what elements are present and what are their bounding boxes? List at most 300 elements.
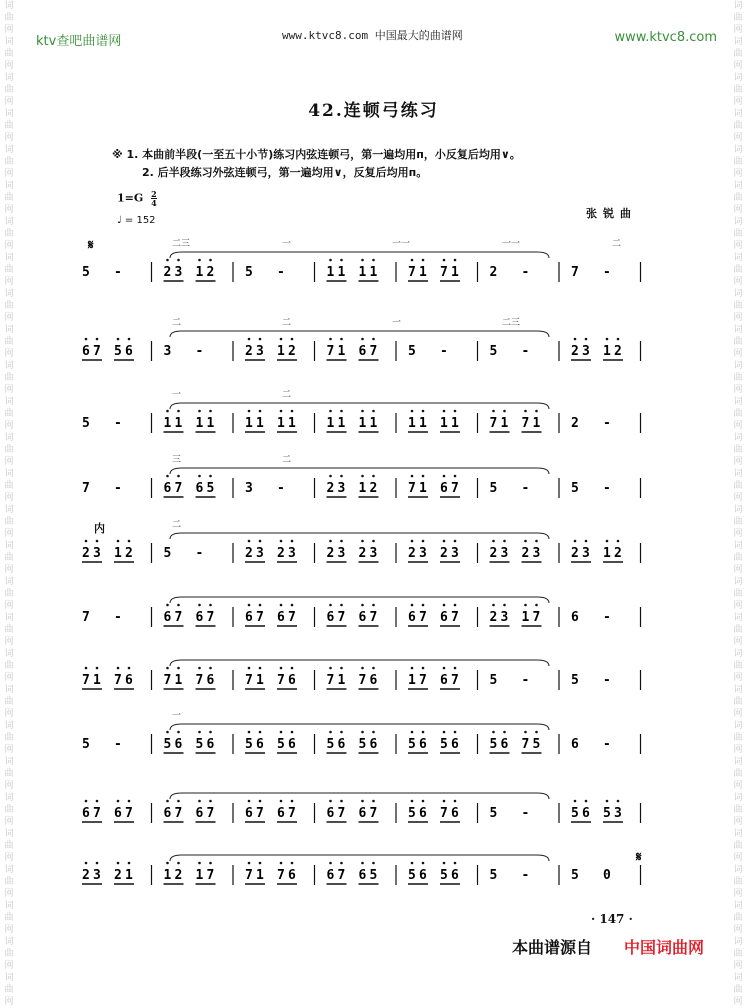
staccato-dot xyxy=(411,800,414,803)
jianpu-note: 2 xyxy=(571,344,579,359)
staccato-dot xyxy=(443,410,446,413)
dash-note: - xyxy=(195,546,204,561)
time-numerator: 2 xyxy=(151,189,157,199)
jianpu-note: 2 xyxy=(82,546,90,561)
dash-note: - xyxy=(277,481,285,496)
staccato-dot xyxy=(248,338,251,341)
jianpu-note: 1 xyxy=(451,416,459,431)
jianpu-note: 3 xyxy=(174,265,183,280)
jianpu-note: 5 xyxy=(408,737,416,752)
staccato-dot xyxy=(96,338,99,341)
staccato-dot xyxy=(411,667,414,670)
staccato-dot xyxy=(248,410,251,413)
staccato-dot xyxy=(248,604,251,607)
jianpu-note: 2 xyxy=(369,481,378,496)
staccato-dot xyxy=(198,475,201,478)
jianpu-note: 2 xyxy=(614,546,622,561)
jianpu-note: 1 xyxy=(451,265,459,280)
jianpu-note: 1 xyxy=(440,416,448,431)
bowing-slur xyxy=(170,252,549,258)
dash-note: - xyxy=(114,610,122,625)
staccato-dot xyxy=(503,410,506,413)
staccato-dot xyxy=(259,604,262,607)
staccato-dot xyxy=(361,338,364,341)
staccato-dot xyxy=(524,604,527,607)
jianpu-note: 7 xyxy=(256,806,264,821)
staccato-dot xyxy=(503,604,506,607)
fingering-mark: 一 xyxy=(392,318,402,328)
staccato-dot xyxy=(166,862,169,865)
bowing-slur xyxy=(170,855,549,861)
jianpu-note: 6 xyxy=(163,610,172,625)
staccato-dot xyxy=(535,604,538,607)
jianpu-note: 7 xyxy=(408,481,416,496)
staccato-dot xyxy=(411,604,414,607)
jianpu-note: 5 xyxy=(571,481,579,496)
jianpu-note: 6 xyxy=(440,481,448,496)
jianpu-note: 3 xyxy=(256,344,264,359)
jianpu-note: 6 xyxy=(326,610,335,625)
staccato-dot xyxy=(329,475,332,478)
jianpu-note: 6 xyxy=(440,673,448,688)
jianpu-note: 1 xyxy=(206,416,215,431)
jianpu-note: 6 xyxy=(206,737,215,752)
jianpu-note: 1 xyxy=(174,673,183,688)
staccato-dot xyxy=(177,475,180,478)
staccato-dot xyxy=(128,800,131,803)
staccato-dot xyxy=(329,259,332,262)
dash-note: - xyxy=(521,868,530,883)
staccato-dot xyxy=(329,800,332,803)
jianpu-note: 6 xyxy=(256,737,264,752)
jianpu-note: 7 xyxy=(174,481,183,496)
jianpu-note: 6 xyxy=(326,868,335,883)
jianpu-note: 5 xyxy=(489,868,498,883)
staccato-dot xyxy=(585,800,588,803)
jianpu-note: 6 xyxy=(419,806,427,821)
staccato-dot xyxy=(291,800,294,803)
jianpu-note: 3 xyxy=(256,546,264,561)
dash-note: - xyxy=(114,481,122,496)
jianpu-note: 6 xyxy=(195,610,204,625)
jianpu-note: 6 xyxy=(358,806,367,821)
source-brand-link[interactable]: 中国词曲网 xyxy=(624,938,705,957)
bowing-slur xyxy=(170,793,549,799)
jianpu-note: 6 xyxy=(245,610,253,625)
segno-sign-end: 𝄋 xyxy=(636,850,642,865)
jianpu-note: 7 xyxy=(571,265,579,280)
jianpu-note: 6 xyxy=(571,610,579,625)
jianpu-note: 7 xyxy=(277,868,285,883)
staccato-dot xyxy=(291,410,294,413)
staccato-dot xyxy=(291,862,294,865)
jianpu-note: 5 xyxy=(440,737,448,752)
jianpu-note: 1 xyxy=(277,416,285,431)
dash-note: - xyxy=(521,673,530,688)
fingering-mark: 一 xyxy=(172,390,182,400)
jianpu-note: 7 xyxy=(451,673,459,688)
jianpu-note: 5 xyxy=(489,673,498,688)
staccato-dot xyxy=(454,410,457,413)
jianpu-note: 6 xyxy=(82,344,90,359)
jianpu-note: 7 xyxy=(337,806,346,821)
staccato-dot xyxy=(524,540,527,543)
header-site-center[interactable]: www.ktvc8.com 中国最大的曲谱网 xyxy=(282,29,463,42)
bowing-slur xyxy=(170,331,549,337)
staccato-dot xyxy=(361,410,364,413)
jianpu-note: 7 xyxy=(125,806,133,821)
jianpu-note: 7 xyxy=(337,868,346,883)
jianpu-note: 5 xyxy=(245,265,253,280)
jianpu-note: 1 xyxy=(358,481,367,496)
staccato-dot xyxy=(422,862,425,865)
staccato-dot xyxy=(340,862,343,865)
staccato-dot xyxy=(411,410,414,413)
staccato-dot xyxy=(585,338,588,341)
staccato-dot xyxy=(209,259,212,262)
jianpu-note: 6 xyxy=(419,737,427,752)
staccato-dot xyxy=(443,540,446,543)
jianpu-note: 7 xyxy=(82,673,90,688)
page-number: · 147 · xyxy=(591,912,633,926)
staccato-dot xyxy=(606,338,609,341)
jianpu-note: 6 xyxy=(277,610,285,625)
staccato-dot xyxy=(329,410,332,413)
jianpu-note: 6 xyxy=(82,806,90,821)
staccato-dot xyxy=(492,540,495,543)
jianpu-note: 6 xyxy=(582,806,590,821)
staccato-dot xyxy=(340,259,343,262)
performance-note-1: ※ 1. 本曲前半段(一至五十小节)练习内弦连顿弓，第一遍均用ᴨ，小反复后均用∨。 xyxy=(112,148,521,161)
staccato-dot xyxy=(166,259,169,262)
staccato-dot xyxy=(85,800,88,803)
jianpu-note: 1 xyxy=(369,416,378,431)
staccato-dot xyxy=(617,338,620,341)
jianpu-note: 6 xyxy=(440,610,448,625)
bowing-slur xyxy=(170,597,549,603)
staccato-dot xyxy=(85,862,88,865)
staccato-dot xyxy=(443,800,446,803)
time-denominator: 4 xyxy=(151,198,157,208)
staccato-dot xyxy=(198,667,201,670)
staccato-dot xyxy=(372,604,375,607)
jianpu-note: 6 xyxy=(245,806,253,821)
jianpu-note: 6 xyxy=(125,344,133,359)
dash-note: - xyxy=(521,806,530,821)
dash-note: - xyxy=(521,344,530,359)
jianpu-note: 2 xyxy=(358,546,367,561)
staccato-dot xyxy=(280,800,283,803)
jianpu-note: 5 xyxy=(408,806,416,821)
jianpu-note: 1 xyxy=(532,416,541,431)
dash-note: - xyxy=(603,673,611,688)
jianpu-note: 2 xyxy=(277,546,285,561)
jianpu-note: 2 xyxy=(288,344,296,359)
staccato-dot xyxy=(329,667,332,670)
bowing-slur xyxy=(170,724,549,730)
jianpu-note: 1 xyxy=(326,416,335,431)
jianpu-note: 6 xyxy=(358,610,367,625)
jianpu-note: 7 xyxy=(369,610,378,625)
jianpu-note: 2 xyxy=(206,265,215,280)
jianpu-note: 5 xyxy=(369,868,378,883)
staccato-dot xyxy=(329,862,332,865)
staccato-dot xyxy=(291,338,294,341)
staccato-dot xyxy=(606,800,609,803)
jianpu-note: 6 xyxy=(288,868,296,883)
staccato-dot xyxy=(372,540,375,543)
fingering-mark: 二 xyxy=(282,390,292,400)
composer: 张锐曲 xyxy=(586,207,637,220)
staccato-dot xyxy=(524,410,527,413)
dash-note: - xyxy=(603,265,611,280)
staccato-dot xyxy=(117,800,120,803)
watermark-left: 词曲网词曲网词曲网词曲网词曲网词曲网词曲网词曲网词曲网词曲网词曲网词曲网词曲网词曲网词曲网词曲网词曲网词曲网词曲网词曲网词曲网词曲网词曲网词曲网词曲网词曲网词曲网词曲网 xyxy=(4,1,14,1007)
watermark-right: 词曲网词曲网词曲网词曲网词曲网词曲网词曲网词曲网词曲网词曲网词曲网词曲网词曲网词曲网词曲网词曲网词曲网词曲网词曲网词曲网词曲网词曲网词曲网词曲网词曲网词曲网词曲网词曲网 xyxy=(733,1,743,1007)
jianpu-note: 6 xyxy=(114,806,122,821)
staccato-dot xyxy=(198,800,201,803)
staccato-dot xyxy=(454,540,457,543)
staccato-dot xyxy=(198,862,201,865)
staccato-dot xyxy=(606,540,609,543)
dash-note: - xyxy=(440,344,448,359)
staccato-dot xyxy=(361,667,364,670)
staccato-dot xyxy=(96,667,99,670)
staccato-dot xyxy=(166,475,169,478)
fingering-mark: 三 xyxy=(172,455,182,465)
jianpu-note: 5 xyxy=(206,481,215,496)
jianpu-note: 7 xyxy=(256,610,264,625)
staccato-dot xyxy=(329,604,332,607)
jianpu-note: 5 xyxy=(163,546,172,561)
jianpu-note: 1 xyxy=(288,416,296,431)
staccato-dot xyxy=(340,338,343,341)
dash-note: - xyxy=(195,344,204,359)
staccato-dot xyxy=(422,667,425,670)
staccato-dot xyxy=(617,800,620,803)
jianpu-note: 1 xyxy=(337,344,346,359)
score-title: 42.连顿弓练习 xyxy=(308,101,439,121)
jianpu-note: 3 xyxy=(614,806,622,821)
jianpu-note: 3 xyxy=(500,546,509,561)
staccato-dot xyxy=(361,540,364,543)
staccato-dot xyxy=(372,475,375,478)
jianpu-note: 3 xyxy=(93,868,101,883)
staccato-dot xyxy=(411,731,414,734)
jianpu-note: 3 xyxy=(532,546,541,561)
staccato-dot xyxy=(454,604,457,607)
jianpu-note: 2 xyxy=(326,546,335,561)
staccato-dot xyxy=(96,800,99,803)
jianpu-note: 6 xyxy=(408,610,416,625)
jianpu-note: 6 xyxy=(125,673,133,688)
staccato-dot xyxy=(291,540,294,543)
bowing-slur xyxy=(170,660,549,666)
jianpu-note: 7 xyxy=(451,481,459,496)
staccato-dot xyxy=(280,731,283,734)
jianpu-note: 5 xyxy=(277,737,285,752)
jianpu-note: 5 xyxy=(489,737,498,752)
jianpu-note: 1 xyxy=(408,416,416,431)
staccato-dot xyxy=(454,259,457,262)
jianpu-note: 7 xyxy=(326,673,335,688)
jianpu-note: 7 xyxy=(440,806,448,821)
staccato-dot xyxy=(454,862,457,865)
staccato-dot xyxy=(411,475,414,478)
dash-note: - xyxy=(603,737,611,752)
staccato-dot xyxy=(443,604,446,607)
jianpu-note: 6 xyxy=(174,737,183,752)
staccato-dot xyxy=(259,410,262,413)
jianpu-note: 1 xyxy=(358,265,367,280)
staccato-dot xyxy=(128,862,131,865)
jianpu-note: 7 xyxy=(369,806,378,821)
jianpu-note: 5 xyxy=(489,344,498,359)
tempo-marking: ♩ = 152 xyxy=(117,215,156,226)
jianpu-note: 5 xyxy=(489,481,498,496)
jianpu-note: 6 xyxy=(369,673,378,688)
jianpu-note: 6 xyxy=(277,806,285,821)
header-site-left[interactable]: ktv查吧曲谱网 xyxy=(36,34,122,49)
staccato-dot xyxy=(128,540,131,543)
jianpu-note: 6 xyxy=(163,806,172,821)
jianpu-note: 1 xyxy=(326,265,335,280)
staccato-dot xyxy=(535,540,538,543)
staccato-dot xyxy=(340,731,343,734)
staccato-dot xyxy=(443,667,446,670)
jianpu-note: 7 xyxy=(82,481,90,496)
jianpu-note: 3 xyxy=(582,546,590,561)
staccato-dot xyxy=(128,338,131,341)
jianpu-note: 7 xyxy=(277,673,285,688)
jianpu-note: 7 xyxy=(174,806,183,821)
jianpu-note: 3 xyxy=(337,546,346,561)
jianpu-note: 6 xyxy=(571,737,579,752)
jianpu-note: 1 xyxy=(500,416,509,431)
jianpu-note: 7 xyxy=(532,610,541,625)
staccato-dot xyxy=(361,731,364,734)
header-site-right[interactable]: www.ktvc8.com xyxy=(614,30,717,45)
staccato-dot xyxy=(361,862,364,865)
jianpu-note: 5 xyxy=(82,265,90,280)
staccato-dot xyxy=(166,800,169,803)
fingering-mark: 一一 xyxy=(502,239,521,249)
jianpu-note: 7 xyxy=(521,737,530,752)
staccato-dot xyxy=(248,862,251,865)
staccato-dot xyxy=(535,410,538,413)
staccato-dot xyxy=(411,540,414,543)
jianpu-note: 1 xyxy=(256,416,264,431)
jianpu-note: 1 xyxy=(195,265,204,280)
staccato-dot xyxy=(198,731,201,734)
staccato-dot xyxy=(280,667,283,670)
staccato-dot xyxy=(209,862,212,865)
staccato-dot xyxy=(166,731,169,734)
jianpu-note: 7 xyxy=(174,610,183,625)
jianpu-note: 3 xyxy=(419,546,427,561)
staccato-dot xyxy=(503,731,506,734)
staccato-dot xyxy=(259,667,262,670)
jianpu-note: 6 xyxy=(337,737,346,752)
staccato-dot xyxy=(422,410,425,413)
jianpu-note: 2 xyxy=(521,546,530,561)
jianpu-note: 3 xyxy=(163,344,172,359)
staccato-dot xyxy=(422,475,425,478)
jianpu-note: 7 xyxy=(288,806,296,821)
jianpu-note: 1 xyxy=(195,868,204,883)
staccato-dot xyxy=(361,800,364,803)
jianpu-note: 1 xyxy=(419,416,427,431)
staccato-dot xyxy=(411,259,414,262)
jianpu-note: 2 xyxy=(114,868,122,883)
staccato-dot xyxy=(209,604,212,607)
jianpu-note: 7 xyxy=(288,610,296,625)
jianpu-note: 5 xyxy=(82,416,90,431)
staccato-dot xyxy=(422,540,425,543)
staccato-dot xyxy=(177,259,180,262)
jianpu-note: 7 xyxy=(114,673,122,688)
fingering-mark: 二 xyxy=(172,520,182,530)
jianpu-note: 1 xyxy=(114,546,122,561)
staccato-dot xyxy=(166,667,169,670)
jianpu-note: 1 xyxy=(358,416,367,431)
jianpu-note: 1 xyxy=(93,673,101,688)
staccato-dot xyxy=(422,604,425,607)
jianpu-note: 2 xyxy=(571,416,579,431)
staccato-dot xyxy=(248,540,251,543)
dash-note: - xyxy=(114,737,122,752)
staccato-dot xyxy=(177,800,180,803)
staccato-dot xyxy=(422,259,425,262)
staccato-dot xyxy=(198,259,201,262)
fingering-mark: 二 xyxy=(612,239,622,249)
fingering-mark: 一 xyxy=(172,711,182,721)
staccato-dot xyxy=(422,800,425,803)
jianpu-note: 2 xyxy=(326,481,335,496)
jianpu-note: 1 xyxy=(277,344,285,359)
fingering-mark: 一一 xyxy=(392,239,411,249)
jianpu-note: 1 xyxy=(419,481,427,496)
jianpu-note: 7 xyxy=(489,416,498,431)
jianpu-note: 5 xyxy=(408,868,416,883)
jianpu-note: 6 xyxy=(288,737,296,752)
dash-note: - xyxy=(603,481,611,496)
jianpu-note: 3 xyxy=(369,546,378,561)
staccato-dot xyxy=(340,540,343,543)
staccato-dot xyxy=(117,540,120,543)
staccato-dot xyxy=(361,475,364,478)
jianpu-note: 5 xyxy=(163,737,172,752)
jianpu-note: 5 xyxy=(571,868,579,883)
jianpu-note: 3 xyxy=(93,546,101,561)
staccato-dot xyxy=(117,667,120,670)
staccato-dot xyxy=(443,862,446,865)
jianpu-note: 5 xyxy=(245,737,253,752)
staccato-dot xyxy=(248,667,251,670)
jianpu-note: 7 xyxy=(82,610,90,625)
staccato-dot xyxy=(454,475,457,478)
staccato-dot xyxy=(259,862,262,865)
staccato-dot xyxy=(259,731,262,734)
segno-sign-start: 𝄋 xyxy=(88,238,94,253)
jianpu-note: 2 xyxy=(489,546,498,561)
jianpu-note: 6 xyxy=(326,806,335,821)
staccato-dot xyxy=(617,540,620,543)
staccato-dot xyxy=(248,800,251,803)
jianpu-note: 1 xyxy=(256,868,264,883)
jianpu-note: 7 xyxy=(195,673,204,688)
jianpu-note: 7 xyxy=(358,673,367,688)
